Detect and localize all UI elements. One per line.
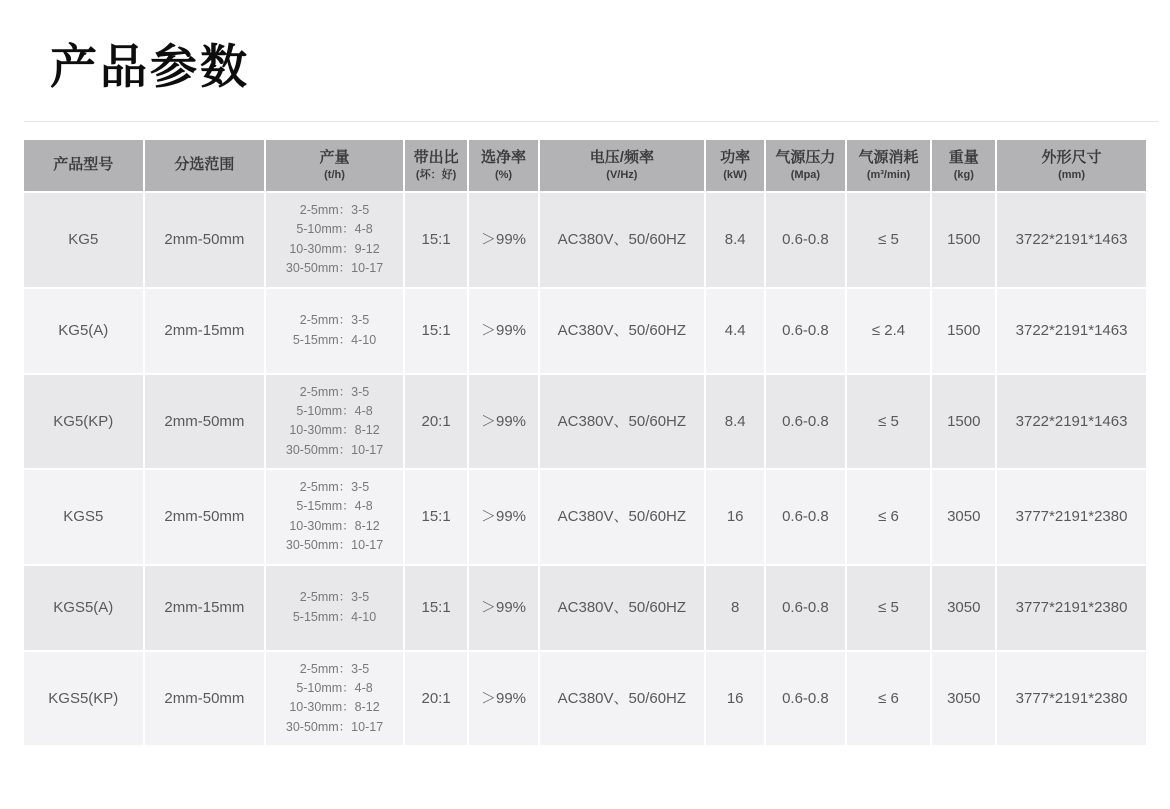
column-unit: (kW) (723, 168, 748, 181)
cell-purity: ＞99% (469, 470, 537, 564)
output-line: 5-10mm：4-8 (296, 403, 373, 418)
column-unit: (t/h) (324, 168, 345, 181)
column-unit: (坏：好) (415, 168, 457, 181)
cell-power: 16 (706, 652, 764, 746)
cell-model: KG5(KP) (24, 375, 143, 469)
column-unit: (Mpa) (790, 168, 821, 181)
column-label: 功率 (720, 148, 751, 166)
column-header-model (24, 140, 143, 191)
output-line: 30-50mm：10-17 (285, 719, 384, 734)
page-title: 产品参数 (50, 40, 250, 93)
cell-power: 8 (706, 566, 764, 650)
cell-model: KG5 (24, 193, 143, 287)
cell-dimensions: 3722*2191*1463 (997, 375, 1146, 469)
table-row (24, 470, 1146, 564)
output-line: 10-30mm：8-12 (289, 423, 380, 438)
cell-power: 8.4 (706, 375, 764, 469)
cell-air-consumption: ≤ 5 (847, 566, 931, 650)
cell-model: KGS5(A) (24, 566, 143, 650)
table-row (24, 375, 1146, 469)
cell-dimensions: 3722*2191*1463 (997, 289, 1146, 373)
cell-air-pressure: 0.6-0.8 (766, 470, 844, 564)
cell-air-pressure: 0.6-0.8 (766, 193, 844, 287)
cell-model: KGS5(KP) (24, 652, 143, 746)
cell-ratio: 20:1 (405, 652, 468, 746)
table-row (24, 652, 1146, 746)
cell-air-pressure: 0.6-0.8 (766, 566, 844, 650)
cell-output (266, 193, 402, 287)
column-header-dimensions (997, 140, 1146, 191)
cell-dimensions: 3777*2191*2380 (997, 566, 1146, 650)
cell-power: 4.4 (706, 289, 764, 373)
output-line: 10-30mm：9-12 (289, 241, 380, 256)
output-line: 2-5mm：3-5 (299, 313, 370, 328)
output-line: 2-5mm：3-5 (299, 590, 370, 605)
output-line: 2-5mm：3-5 (299, 203, 370, 217)
column-label: 选净率 (481, 148, 527, 166)
column-label: 产品型号 (53, 156, 114, 174)
column-unit: (V/Hz) (606, 168, 638, 181)
cell-air-pressure: 0.6-0.8 (766, 375, 844, 469)
column-label: 产量 (319, 148, 350, 166)
cell-weight: 3050 (932, 470, 995, 564)
cell-model: KGS5 (24, 470, 143, 564)
cell-voltage: AC380V、50/60HZ (540, 193, 704, 287)
product-spec-table (22, 138, 1148, 747)
cell-output (266, 470, 402, 564)
column-label: 分选范围 (174, 156, 235, 174)
cell-range: 2mm-15mm (145, 566, 265, 650)
cell-air-consumption: ≤ 2.4 (847, 289, 931, 373)
cell-ratio: 20:1 (405, 375, 468, 469)
column-header-purity (469, 140, 537, 191)
cell-voltage: AC380V、50/60HZ (540, 566, 704, 650)
output-line: 10-30mm：8-12 (289, 700, 380, 715)
column-header-output (266, 140, 402, 191)
cell-air-pressure: 0.6-0.8 (766, 289, 844, 373)
cell-output (266, 566, 402, 650)
output-line: 2-5mm：3-5 (299, 384, 370, 399)
cell-dimensions: 3777*2191*2380 (997, 470, 1146, 564)
cell-ratio: 15:1 (405, 470, 468, 564)
cell-output (266, 289, 402, 373)
table-row (24, 289, 1146, 373)
column-header-weight (932, 140, 995, 191)
cell-weight: 3050 (932, 652, 995, 746)
cell-purity: ＞99% (469, 193, 537, 287)
cell-air-consumption: ≤ 5 (847, 193, 931, 287)
cell-dimensions: 3777*2191*2380 (997, 652, 1146, 746)
table-row (24, 193, 1146, 287)
cell-weight: 1500 (932, 289, 995, 373)
cell-output (266, 652, 402, 746)
table-header (24, 140, 1146, 191)
column-unit: (m³/min) (866, 168, 911, 181)
column-unit: (kg) (953, 168, 974, 181)
cell-range: 2mm-50mm (145, 652, 265, 746)
output-line: 5-15mm：4-8 (296, 499, 373, 514)
cell-voltage: AC380V、50/60HZ (540, 652, 704, 746)
column-unit: (%) (494, 168, 513, 181)
cell-purity: ＞99% (469, 375, 537, 469)
cell-weight: 1500 (932, 375, 995, 469)
output-line: 10-30mm：8-12 (289, 518, 380, 533)
output-line: 5-15mm：4-10 (292, 609, 377, 624)
output-line: 5-15mm：4-10 (292, 332, 377, 347)
cell-dimensions: 3722*2191*1463 (997, 193, 1146, 287)
cell-ratio: 15:1 (405, 566, 468, 650)
cell-power: 8.4 (706, 193, 764, 287)
column-unit: (mm) (1058, 168, 1085, 181)
cell-range: 2mm-15mm (145, 289, 265, 373)
column-header-range (145, 140, 265, 191)
table-header-row (24, 140, 1146, 191)
output-line: 2-5mm：3-5 (299, 661, 370, 676)
cell-air-consumption: ≤ 5 (847, 375, 931, 469)
cell-range: 2mm-50mm (145, 375, 265, 469)
column-label: 气源压力 (775, 148, 836, 166)
column-label: 重量 (948, 148, 979, 166)
output-line: 30-50mm：10-17 (285, 538, 384, 553)
cell-air-consumption: ≤ 6 (847, 652, 931, 746)
column-header-voltage (540, 140, 704, 191)
title-divider (24, 121, 1158, 122)
column-label: 外形尺寸 (1041, 148, 1102, 166)
table-row (24, 566, 1146, 650)
cell-purity: ＞99% (469, 566, 537, 650)
cell-ratio: 15:1 (405, 289, 468, 373)
cell-purity: ＞99% (469, 289, 537, 373)
cell-weight: 3050 (932, 566, 995, 650)
cell-voltage: AC380V、50/60HZ (540, 375, 704, 469)
output-line: 5-10mm：4-8 (296, 222, 373, 237)
cell-voltage: AC380V、50/60HZ (540, 289, 704, 373)
cell-weight: 1500 (932, 193, 995, 287)
cell-purity: ＞99% (469, 652, 537, 746)
output-line: 2-5mm：3-5 (299, 480, 370, 494)
cell-voltage: AC380V、50/60HZ (540, 470, 704, 564)
cell-air-pressure: 0.6-0.8 (766, 652, 844, 746)
cell-air-consumption: ≤ 6 (847, 470, 931, 564)
column-header-air-consumption (847, 140, 931, 191)
cell-range: 2mm-50mm (145, 470, 265, 564)
output-line: 30-50mm：10-17 (285, 261, 384, 276)
output-line: 5-10mm：4-8 (296, 680, 373, 695)
output-line: 30-50mm：10-17 (285, 442, 384, 457)
cell-ratio: 15:1 (405, 193, 468, 287)
column-header-power (706, 140, 764, 191)
column-header-air-pressure (766, 140, 844, 191)
column-label: 电压/频率 (589, 148, 654, 166)
cell-range: 2mm-50mm (145, 193, 265, 287)
column-label: 带出比 (413, 148, 459, 166)
cell-model: KG5(A) (24, 289, 143, 373)
column-label: 气源消耗 (858, 148, 919, 166)
cell-power: 16 (706, 470, 764, 564)
column-header-ratio (405, 140, 468, 191)
table-body (24, 193, 1146, 745)
cell-output (266, 375, 402, 469)
